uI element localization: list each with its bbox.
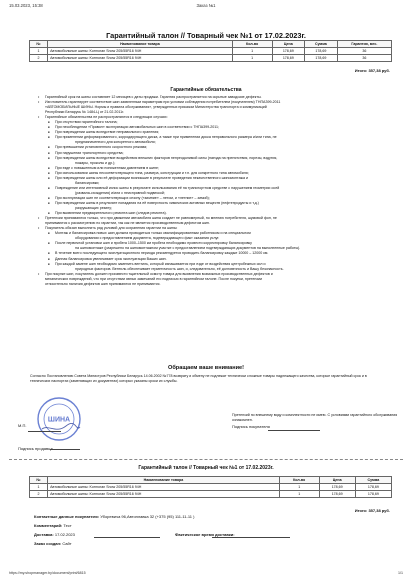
cell-name: Автомобильные шины: Kormoran Snow 205/55R16 94H [48, 55, 233, 62]
cell-name: Автомобильные шины: Kormoran Snow 205/55R16 94H [48, 48, 233, 55]
obligation-text: относительно наличия дефектов шин принимаются не принимаются. [45, 281, 161, 286]
obligation-text: Повреждение или интенсивный износ шины в результате использования её на транспортном средстве с нарушением геометрии осей [55, 185, 280, 190]
cell-price: 178,69 [272, 48, 305, 55]
bullet-icon: ■ [48, 156, 50, 160]
order-total: Итого: 357,38 руб. [354, 68, 390, 73]
obligation-text: При превышении установленного скоростного режима; [55, 145, 148, 150]
bullet-icon: ■ [48, 201, 50, 205]
col-price: Цена [272, 41, 305, 48]
col-name: Наименование товара [48, 41, 233, 48]
bullet-icon: ■ [48, 176, 50, 180]
obligation-text: В течение всего последующего эксплуатационного периода рекомендуется проводить балансировку каждые 10000 – 12000 км. [55, 251, 269, 256]
buyer-contacts-value: Уборевича 96,Автоплавка 32 (+375 (95) 111-11-11 ) [100, 514, 195, 519]
receipt-title: Гарантийный талон // Товарный чек №1 от 17.02.2023г. [138, 465, 274, 471]
cell-qty: 1 [279, 484, 319, 491]
obligation-text: «АВТОМОБИЛЬНЫЕ ШИНЫ. Нормы и правила обслуживания», утвержденных приказом Министерства транспорта и коммуникаций [45, 105, 267, 110]
attention-text: Согласно Постановлению Совета Министров Республики Беларусь 14.06.2002 №778 возврату и обмену не подлежат технически сложные товары надлежащего качества, которые гарантийный срок и в технических паспортах (заменяющих их документах) которых указаны сроки их службы. [30, 374, 367, 383]
cut-line [9, 459, 403, 460]
bullet-icon: • [38, 216, 40, 221]
print-header-title: Заказ №1 [196, 3, 216, 8]
col-sum: Сумма [355, 477, 391, 484]
obligation-text: При повреждении шины или её деформации возникшие в результате проведения некачественного шиномонтажа и [55, 175, 248, 180]
obligation-text: Покупатель обязан выполнить ряд условий для сохранения гарантии на шины: [45, 226, 178, 231]
delivery-line [94, 537, 160, 538]
obligation-text: природных факторов. Вентиль обеспечивает герметичность шин, и, следовательно, её долговечность и Вашу безопасность. [75, 266, 284, 271]
cell-warranty: 36 [337, 48, 391, 55]
table-row [30, 491, 392, 498]
attention-title: Обращаем ваше внимание! [168, 365, 244, 371]
bullet-icon: • [38, 95, 40, 99]
cell-number: 1 [30, 484, 48, 491]
table-header-row [30, 477, 392, 484]
obligation-text: Изготовитель гарантирует соответствие шин заявленным параметрам при условии соблюдения потребителем (покупателем) ТНПА399-2011 [45, 100, 281, 105]
bullet-icon: ■ [48, 166, 50, 170]
bullet-icon: ■ [48, 121, 50, 125]
seller-signature-line [50, 449, 80, 450]
bullet-icon: ■ [48, 257, 50, 261]
obligation-text: Гарантийный срок на шины составляет 12 месяцев с даты продажи. Гарантия распространяется на скрытые заводские дефекты. [45, 95, 262, 99]
bullet-icon: ■ [48, 186, 50, 190]
obligation-text: При выявлении предварительного ремонта шин (следов ремонта). [55, 211, 167, 216]
obligation-text: При нарушении транспортного средства; [55, 150, 124, 155]
document-title: Гарантийный талон // Товарный чек №1 от 17.02.2023г. [106, 31, 306, 40]
obligations-title: Гарантийные обязательства [170, 87, 242, 93]
receipt-items-table [29, 476, 392, 498]
obligation-text: Монтаж и балансировка новых шин должна проводиться только квалифицированным работником и на специальном [55, 231, 251, 236]
col-name: Наименование товара [48, 477, 280, 484]
obligation-text: (развала-схождения) и/или с неисправной подвеской; [75, 190, 165, 195]
buyer-signature-line [268, 430, 320, 431]
obligations-list [38, 95, 384, 287]
cell-qty: 1 [232, 55, 272, 62]
bullet-icon: ■ [48, 212, 50, 216]
col-number: № [30, 477, 48, 484]
order-source-value: Сайт [62, 541, 72, 546]
delivery [34, 532, 75, 537]
bullet-icon: • [38, 100, 40, 105]
comment-label: Комментарий: [34, 523, 63, 528]
bullet-icon: • [38, 226, 40, 231]
table-row [30, 484, 392, 491]
cell-number: 1 [30, 48, 48, 55]
actual-delivery-time-line [212, 537, 290, 538]
obligation-text: При повреждении шины вследствие неправильного хранения; [55, 130, 160, 135]
bullet-icon: ■ [48, 262, 50, 266]
col-qty: Кол-во [232, 41, 272, 48]
obligation-text: на шиномонтаже (разрешено на шиномонтажном участке с предоставлением подтверждающих документов на выполненные работы). [75, 246, 301, 251]
obligation-text: При покупке шин, покупатель должен произвести тщательный осмотр товара для выявления возможных производственных дефектов и [45, 271, 273, 276]
obligation-text: При эксплуатации шин не соответствующих сезону («зимние» – летом, и «летние» – зимой); [55, 195, 210, 200]
table-row [30, 55, 392, 62]
obligation-line [38, 282, 384, 287]
col-warranty: Гарантия, мес. [337, 41, 391, 48]
bullet-icon: ■ [48, 232, 50, 236]
cell-price: 178,69 [319, 491, 355, 498]
obligation-text: При каждой замене шин необходимо заменить вентиль, который изнашивается при езде от воздействия центробежных сил и [55, 261, 266, 266]
bullet-icon: ■ [48, 242, 50, 246]
obligation-text: При несоблюдении «Правил» эксплуатации автомобильных шин в соответствии с ТНПА399-2011; [55, 125, 220, 130]
bullet-icon: ■ [48, 196, 50, 200]
obligation-text: После первичной установки шин и пробега 1000–1500 км пробега необходимо провести корректировку балансировку [55, 241, 252, 246]
cell-name: Автомобильные шины: Kormoran Snow 205/55R16 94H [48, 484, 280, 491]
obligation-text: принимаются к рассмотрению по гарантии, так как не является производственным дефектом шин. [45, 221, 210, 226]
obligation-text: При повреждении шины вследствие воздействия внешних факторов непреодолимой силы (наезда на препятствия, порезы, вздутия, [55, 155, 278, 160]
page-number: 1/1 [398, 571, 403, 575]
buyer-contacts [34, 514, 194, 519]
cell-number: 2 [30, 55, 48, 62]
buyer-signature-label: Подпись покупателя [232, 424, 270, 429]
cell-number: 2 [30, 491, 48, 498]
seller-signature-label: Подпись продавца [18, 446, 53, 451]
cell-price: 178,69 [319, 484, 355, 491]
obligation-text: Данная балансировка увеличивает срок эксплуатации Ваших шин. [55, 256, 167, 261]
col-price: Цена [319, 477, 355, 484]
obligation-text: При отсутствии гарантийного талона; [55, 120, 118, 125]
cell-sum: 178,69 [305, 55, 338, 62]
actual-delivery-time-label: Фактическое время доставки: [175, 532, 235, 537]
obligation-text: разрушающих резину; [75, 206, 113, 211]
company-stamp-icon [36, 396, 82, 442]
bullet-icon: ■ [48, 252, 50, 256]
svg-text:ШИНА: ШИНА [47, 416, 71, 424]
obligation-text: балансировки; [75, 180, 100, 185]
cell-price: 178,69 [272, 55, 305, 62]
obligation-text: При повреждении шины в результате попадания на её поверхность химических активных веществ (нефтепродукты и т.д.) [55, 200, 259, 205]
cell-name: Автомобильные шины: Kormoran Snow 205/55R16 94H [48, 491, 280, 498]
bullet-icon: ■ [48, 151, 50, 155]
comment-value: Тест [63, 523, 72, 528]
col-sum: Сумма [305, 41, 338, 48]
obligation-text: Республики Беларусь № 1484-Ц от 21.02.2011г. [45, 110, 124, 115]
order-source [34, 541, 72, 546]
obligation-text: механических повреждений, что при отсутствии явных замечаний его подписью в гарантийном талоне. После покупки, претензии [45, 276, 262, 281]
cell-qty: 1 [232, 48, 272, 55]
seal-line [28, 431, 61, 432]
obligation-text: При использовании шины несоответствующего типа, размера, конструкции и т.п. для конкретного типа автомобиля; [55, 170, 249, 175]
comment [34, 523, 72, 528]
obligation-text: оборудовании с предоставлением документа, подтверждающего факт оказания услуг. [75, 236, 220, 241]
cell-warranty: 36 [337, 55, 391, 62]
buyer-agreement-text: Претензий по внешнему виду и комплектности не имею. С условиями гарантийного обслуживания ознакомлен. [232, 413, 398, 422]
bullet-icon: • [38, 115, 40, 120]
cell-sum: 178,69 [355, 484, 391, 491]
obligation-text: При применении деформированного, корродирующего диска, а также при применении диска неправильного размера и/или типа, не [55, 135, 277, 140]
cell-sum: 178,69 [305, 48, 338, 55]
bullet-icon: • [38, 271, 40, 276]
buyer-contacts-label: Контактные данные покупателя: [34, 514, 100, 519]
obligation-text: пожары, проколы и др.); [75, 160, 116, 165]
delivery-value: 17.02.2023 [54, 532, 75, 537]
print-datetime: 15.03.2023, 15:38 [9, 3, 43, 8]
table-header-row [30, 41, 392, 48]
order-source-label: Заказ создан: [34, 541, 62, 546]
bullet-icon: ■ [48, 131, 50, 135]
print-url: https://my.shopmanager.by/document/print/6815 [9, 571, 86, 575]
obligation-text: Гарантийные обязательства не распространяются в следующих случаях: [45, 115, 168, 120]
obligation-text: предназначенного для конкретного автомобиля; [75, 140, 156, 145]
obligation-text: При езде с повышенным или пониженным давлением в шине; [55, 165, 160, 170]
table-row [30, 48, 392, 55]
bullet-icon: ■ [48, 126, 50, 130]
bullet-icon: ■ [48, 171, 50, 175]
obligation-text: Претензии принимаются только, что при движении автомобиля шина создает не равномерный, по мнению потребителя, шумовой фон, не [45, 216, 277, 221]
col-number: № [30, 41, 48, 48]
delivery-label: Доставка: [34, 532, 54, 537]
seal-label: М.П. [18, 423, 27, 428]
cell-qty: 1 [279, 491, 319, 498]
items-table [29, 40, 392, 62]
col-qty: Кол-во [279, 477, 319, 484]
bullet-icon: ■ [48, 146, 50, 150]
receipt-total: Итого: 357,38 руб. [354, 508, 390, 513]
cell-sum: 178,69 [355, 491, 391, 498]
bullet-icon: ■ [48, 136, 50, 140]
